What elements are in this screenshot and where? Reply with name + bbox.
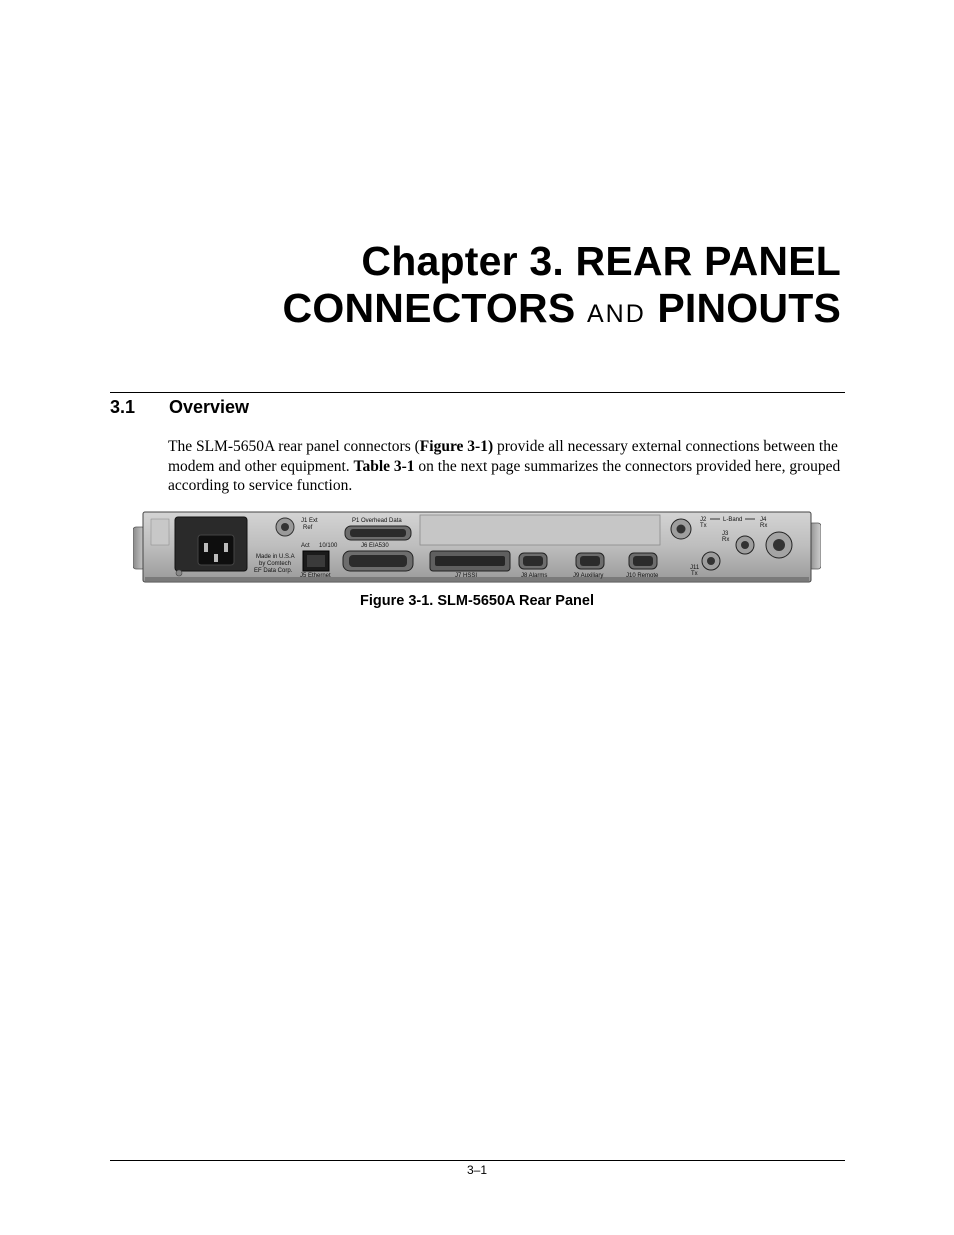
j7-connector-face — [435, 556, 505, 566]
lband-label: L-Band — [723, 517, 743, 523]
paragraph-text-1: The SLM-5650A rear panel connectors ( — [168, 438, 420, 455]
j2-connector-center — [677, 525, 686, 534]
power-pin-ground — [214, 554, 218, 562]
j4-label: J4 — [760, 517, 767, 523]
section-title: Overview — [169, 397, 250, 417]
paragraph-text-2: provide all necessary external connections between the modem and other equipment. — [168, 438, 838, 475]
chapter-title-pinouts: PINOUTS — [657, 285, 841, 331]
page-number: 3–1 — [466, 1163, 488, 1177]
section-heading — [110, 396, 249, 418]
j4-rx-label: Rx — [760, 523, 768, 529]
by-comtech-label: by Comtech — [259, 561, 292, 567]
chapter-title — [283, 238, 841, 338]
p1-connector-face — [350, 529, 406, 537]
power-pin-right — [224, 543, 228, 552]
power-pin-left — [204, 543, 208, 552]
overview-paragraph — [168, 437, 848, 496]
ef-data-corp-label: EF Data Corp. — [254, 568, 293, 574]
j8-connector-face — [523, 556, 543, 566]
figure-reference: Figure 3-1) — [419, 438, 494, 455]
paragraph-text-3: on the next page summarizes the connectors provided here, grouped according to service function. — [168, 457, 841, 494]
j5-label: J5 Ethernet — [300, 573, 331, 579]
j9-connector-face — [580, 556, 600, 566]
j7-label: J7 HSSI — [455, 573, 478, 579]
j3-label: J3 — [722, 531, 729, 537]
chapter-title-line1: Chapter 3. REAR PANEL — [361, 238, 841, 284]
j9-label: J9 Auxiliary — [573, 573, 604, 579]
blank-option-plate — [420, 515, 660, 545]
rear-panel-figure — [133, 509, 821, 585]
j6-connector-face — [349, 555, 407, 567]
power-rating-label — [151, 519, 169, 545]
j3-rx-label: Rx — [722, 537, 730, 543]
j1-ref-label: Ref — [303, 525, 313, 531]
j10-connector-face — [633, 556, 653, 566]
ethernet-speed-label: 10/100 — [319, 543, 338, 549]
p1-label: P1 Overhead Data — [352, 518, 402, 524]
j10-label: J10 Remote — [626, 573, 659, 579]
chapter-title-and: AND — [586, 300, 646, 328]
footer-divider — [110, 1160, 845, 1161]
j8-label: J8 Alarms — [521, 573, 548, 579]
ethernet-act-label: Act — [301, 543, 310, 549]
j3-connector-center — [741, 541, 749, 549]
section-number: 3.1 — [110, 397, 136, 417]
j11-tx-label: Tx — [691, 571, 698, 577]
j4-connector-center — [773, 539, 785, 551]
table-reference: Table 3-1 — [353, 457, 415, 475]
j5-connector-jack — [307, 555, 325, 567]
j11-connector-center — [707, 557, 715, 565]
section-divider — [110, 392, 845, 393]
ground-screw — [176, 570, 182, 576]
j1-connector-center — [281, 523, 289, 531]
j2-label: J2 — [700, 517, 707, 523]
j2-tx-label: Tx — [700, 523, 707, 529]
made-in-usa-label: Made in U.S.A — [256, 554, 295, 560]
rear-panel-illustration — [133, 509, 821, 585]
j1-label: J1 Ext — [301, 518, 318, 524]
chapter-title-connectors: CONNECTORS — [282, 285, 576, 331]
j11-label: J11 — [690, 565, 700, 571]
figure-caption: Figure 3-1. SLM-5650A Rear Panel — [360, 593, 594, 609]
j6-label: J6 EIA530 — [361, 543, 389, 549]
